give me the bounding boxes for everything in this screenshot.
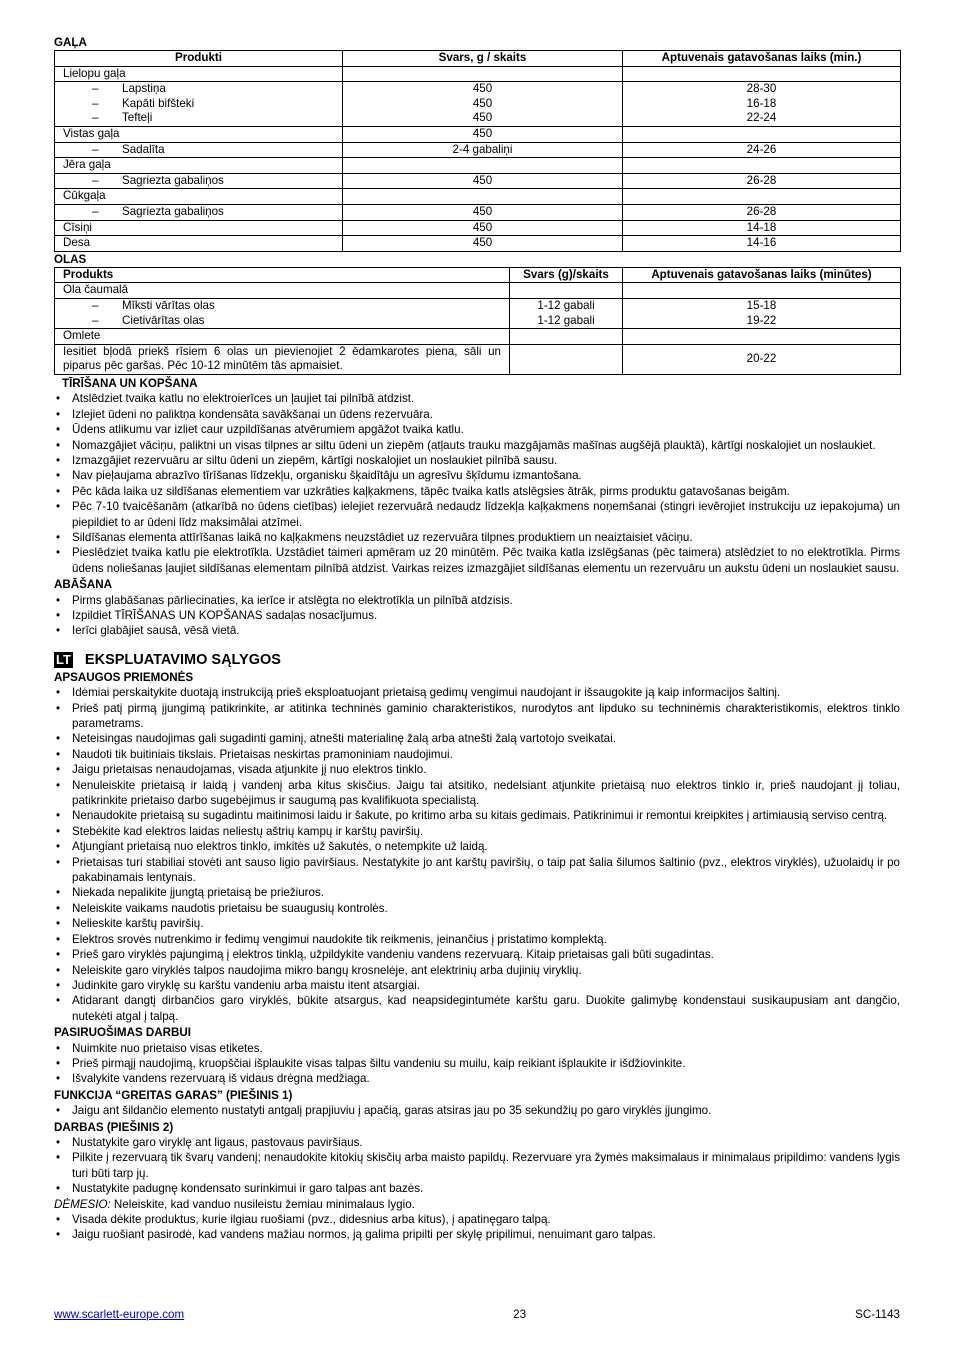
storage-heading: ABĀŠANA <box>54 578 112 592</box>
meat-heading: GAĻA <box>54 36 87 49</box>
page-content <box>54 36 900 1243</box>
weight-cell: 450 <box>343 173 623 189</box>
list-item: • Jaigu prietaisas nenaudojamas, visada atjunkite jį nuo elektros tinklo. <box>54 762 900 777</box>
list-item: • Prieš pirmąjį naudojimą, kruopščiai išplaukite visas talpas šiltu vandeniu su muilu, kaip reikiant išplaukite ir išdžiovinkite. <box>54 1056 900 1071</box>
work-list-b <box>54 1212 900 1243</box>
eggs-heading: OLAS <box>54 252 87 266</box>
work-heading: DARBAS (PIEŠINIS 2) <box>54 1120 174 1134</box>
list-item: • Naudoti tik buitiniais tikslais. Prietaisas neskirtas pramoniniam naudojimui. <box>54 747 900 762</box>
column-header: Aptuvenais gatavošanas laiks (min.) <box>623 51 901 67</box>
list-item: • Idėmiai perskaitykite duotają instrukciją prieš eksploatuojant prietaisą gedimų vengimui naudojant ir išsaugokite ją kaip informacijos šaltinį. <box>54 685 900 700</box>
safety-heading: APSAUGOS PRIEMONĖS <box>54 670 194 684</box>
list-item: • Prieš patį pirmą įjungimą patikrinkite, ar atitinka techninės gaminio charakteristikos, nurodytos ant lipduko su techninėmis charakteristikomis, elektros tinklo parametrams. <box>54 701 900 732</box>
safety-list <box>54 685 900 1024</box>
list-item: • Neteisingas naudojimas gali sugadinti gaminį, atnešti materialinę žalą arba atnešti žalą vartotojo sveikatai. <box>54 731 900 746</box>
product-cell: Cīsiņi <box>55 220 343 236</box>
table-row <box>55 142 901 158</box>
list-item: • Sildīšanas elementa attīrīšanas laikā no kaļķakmens neuzstādiet uz rezervuāra tilpnes produktiem un neaiztaisiet vāciņu. <box>54 530 900 545</box>
page-number: 23 <box>513 1308 527 1321</box>
cleaning-heading: TĪRĪŠANA UN KOPŠANA <box>62 376 198 390</box>
eggs-table-header <box>55 267 901 283</box>
product-cell: – Mīksti vārītas olas – Cietivārītas olas <box>55 298 510 328</box>
list-item: • Neleiskite vaikams naudotis prietaisu be suaugusių kontrolės. <box>54 901 900 916</box>
weight-cell: 450 <box>343 204 623 220</box>
weight-cell <box>343 158 623 174</box>
time-cell <box>623 189 901 205</box>
time-cell <box>623 158 901 174</box>
list-item: • Pieslēdziet tvaika katlu pie elektrotīkla. Uzstādiet taimeri apmēram uz 20 minūtēm. Pēc tvaika katla izslēgšanas (pēc taimera) atslēdziet to no elektrotīkla. Pirms ūdens noliešanas ļaujiet sildīšanas elementam pilnībā atdzist. Vairkas reizes izmazgājiet sildīšanas elementu un rezervuāru un aukstu ūdeni un noslaukiet sausu. <box>54 545 900 576</box>
time-cell <box>623 126 901 142</box>
list-item: • Nenaudokite prietaisą su sugadintu maitinimosi laidu ir šakute, po kritimo arba su kitais gedimais. Patikrinimui ir remontui kreipkites į artimiausią serviso centrą. <box>54 808 900 823</box>
table-row <box>55 329 901 345</box>
table-row <box>55 204 901 220</box>
column-header: Svars, g / skaits <box>343 51 623 67</box>
weight-cell: 1-12 gabali 1-12 gabali <box>510 298 623 328</box>
time-cell: 14-18 <box>623 220 901 236</box>
list-item: • Prieš garo viryklės pajungimą į elektros tinklą, užpildykite vandeniu vandens rezervuarą. Kitaip prietaisas gali būti sugadintas. <box>54 947 900 962</box>
table-row <box>55 283 901 299</box>
language-badge: LT <box>56 651 71 667</box>
product-cell: – Sagriezta gabaliņos <box>55 173 343 189</box>
table-row <box>55 158 901 174</box>
list-item: • Niekada nepalikite įjungtą prietaisą be priežiuros. <box>54 885 900 900</box>
list-item: • Išvalykite vandens rezervuarą iš vidaus drėgna medžiaga. <box>54 1071 900 1086</box>
list-item: • Nuimkite nuo prietaiso visas etiketes. <box>54 1041 900 1056</box>
list-item: • Prietaisas turi stabiliai stovėti ant sauso ligio paviršiaus. Nestatykite jo ant karštų paviršių, o taip pat šalia šilumos šaltinio (pvz., elektros viryklės), užuolaidų ir po pakabinamais lentynais. <box>54 855 900 886</box>
eggs-table <box>54 267 901 375</box>
quick-steam-heading: FUNKCIJA “GREITAS GARAS” (PIEŠINIS 1) <box>54 1088 293 1102</box>
time-cell: 20-22 <box>623 344 901 374</box>
list-item: • Stebėkite kad elektros laidas neliestų aštrių kampų ir karštų paviršių. <box>54 824 900 839</box>
list-item: • Pēc 7-10 tvaicēšanām (atkarībā no ūdens cietības) ielejiet rezervuārā nedaudz līdzekļa kaļķakmens noņemšanai (stingri ievērojiet instrukciju uz iepakojuma) un piepildiet to ar ūdeni līdz maksimālai atzīmei. <box>54 499 900 530</box>
section-title: EKSPLUATAVIMO SĄLYGOS <box>84 651 281 668</box>
table-row <box>55 66 901 82</box>
table-row <box>55 189 901 205</box>
weight-cell: 2-4 gabaliņi <box>343 142 623 158</box>
quick-steam-list <box>54 1103 900 1118</box>
time-cell: 15-18 19-22 <box>623 298 901 328</box>
time-cell <box>623 66 901 82</box>
column-header: Produkti <box>55 51 343 67</box>
list-item: • Jaigu ruošiant pasirodė, kad vandens mažiau normos, ją galima pripilti per skylę pripilimui, nenuimant garo talpas. <box>54 1227 900 1242</box>
meat-table-header <box>55 51 901 67</box>
weight-cell <box>343 66 623 82</box>
product-cell: Iesitiet bļodā priekš rīsiem 6 olas un pievienojiet 2 ēdamkarotes piena, sāli un piparus pēc garšas. Pēc 10-12 minūtēm tās apmaisiet. <box>55 344 510 374</box>
product-cell: – Sagriezta gabaliņos <box>55 204 343 220</box>
weight-cell: 450 <box>343 236 623 252</box>
product-cell: – Sadalīta <box>55 142 343 158</box>
list-item: • Neleiskite garo viryklės talpos naudojima mikro bangų krosnelėje, ant elektrinių arba dujinių viryklių. <box>54 963 900 978</box>
time-cell: 28-30 16-18 22-24 <box>623 82 901 127</box>
table-row <box>55 220 901 236</box>
prep-list <box>54 1041 900 1087</box>
cleaning-list <box>54 391 900 576</box>
list-item: • Nelieskite karštų paviršių. <box>54 916 900 931</box>
work-list-a <box>54 1135 900 1197</box>
list-item: • Atjungiant prietaisą nuo elektros tinklo, imkitės už šakutės, o netempkite už laidą. <box>54 839 900 854</box>
website-link[interactable]: www.scarlett-europe.com <box>54 1308 185 1321</box>
table-row <box>55 344 901 374</box>
table-row <box>55 236 901 252</box>
notice-text: Neleiskite, kad vanduo nusileistu žemiau minimalaus lygio. <box>110 1197 415 1211</box>
list-item: • Izmazgājiet rezervuāru ar siltu ūdeni un ziepēm, kārtīgi noskalojiet un noslaukiet pilnībā sausu. <box>54 453 900 468</box>
weight-cell: 450 <box>343 126 623 142</box>
time-cell: 14-16 <box>623 236 901 252</box>
list-item: • Nomazgājiet vāciņu, paliktni un visas tilpnes ar siltu ūdeni un ziepēm (atļauts trauku mazgājamās mašīnas augšējā plauktā), kārtīgi noskalojiet un noslaukiet. <box>54 438 900 453</box>
table-row <box>55 126 901 142</box>
product-cell: Ola čaumalā <box>55 283 510 299</box>
column-header: Svars (g)/skaits <box>510 267 623 283</box>
list-item: • Pēc kāda laika uz sildīšanas elementiem var uzkrāties kaļķakmens, tāpēc tvaika katls atslēgsies ātrāk, pirms produktu gatavošanas beigām. <box>54 484 900 499</box>
model-number: SC-1143 <box>855 1308 900 1321</box>
product-cell: Omlete <box>55 329 510 345</box>
column-header: Produkts <box>55 267 510 283</box>
list-item: • Nustatykite padugnę kondensato surinkimui ir garo talpas ant bazės. <box>54 1181 900 1196</box>
list-item: • Nav pieļaujama abrazīvo tīrīšanas līdzekļu, organisku šķaidītāju un agresīvu šķīdumu izmantošana. <box>54 468 900 483</box>
list-item: • Izpildiet TĪRĪŠANAS UN KOPŠANAS sadaļas nosacījumus. <box>54 608 900 623</box>
list-item: • Visada dėkite produktus, kurie ilgiau ruošiami (pvz., didesnius arba kitus), į apatinęgaro talpą. <box>54 1212 900 1227</box>
product-cell: Desa <box>55 236 343 252</box>
weight-cell: 450 450 450 <box>343 82 623 127</box>
weight-cell: 450 <box>343 220 623 236</box>
product-cell: Jēra gaļa <box>55 158 343 174</box>
product-cell: Lielopu gaļa <box>55 66 343 82</box>
notice-label: DĖMESIO: <box>54 1197 111 1211</box>
list-item: • Atidarant dangtį dirbančios garo viryklės, būkite atsargus, kad neapsidegintumėte karštu garu. Duokite galimybę kondenstaui susikaupusiam ant dangčio, nutekėti atgal į talpą. <box>54 993 900 1024</box>
list-item: • Atslēdziet tvaika katlu no elektroierīces un ļaujiet tai pilnībā atdzist. <box>54 391 900 406</box>
table-row <box>55 82 901 127</box>
table-row <box>55 298 901 328</box>
list-item: • Ierīci glabājiet sausā, vēsā vietā. <box>54 623 900 638</box>
list-item: • Pirms glabāšanas pārliecinaties, ka ierīce ir atslēgta no elektrotīkla un pilnībā atdzisis. <box>54 593 900 608</box>
prep-heading: PASIRUOŠIMAS DARBUI <box>54 1026 191 1040</box>
meat-table <box>54 50 901 252</box>
lt-section-title <box>54 651 900 669</box>
list-item: • Pilkite į rezervuarą tik švarų vandenį; nenaudokite kitokių skisčių arba maisto papildų. Rezervuare yra žymės maksimalaus ir minimalaus pripildimo: vandens lygis turi būti tarp jų. <box>54 1150 900 1181</box>
notice <box>54 1197 900 1212</box>
table-row <box>55 173 901 189</box>
product-cell: – Lapstiņa – Kapāti bifšteki – Tefteļi <box>55 82 343 127</box>
product-cell: Cūkgaļa <box>55 189 343 205</box>
list-item: • Nustatykite garo viryklę ant ligaus, pastovaus paviršiaus. <box>54 1135 900 1150</box>
list-item: • Jaigu ant šildančio elemento nustatyti antgalį prapjiuviu į apačią, garas atsiras jau po 35 sekundžių po garo viryklės įjungimo. <box>54 1103 900 1118</box>
storage-list <box>54 593 900 639</box>
time-cell: 26-28 <box>623 173 901 189</box>
list-item: • Izlejiet ūdeni no paliktņa kondensāta savākšanai un ūdens rezervuāra. <box>54 407 900 422</box>
time-cell: 24-26 <box>623 142 901 158</box>
footer <box>54 1307 900 1322</box>
list-item: • Judinkite garo viryklę su karštu vandeniu arba maistu itent atsargiai. <box>54 978 900 993</box>
list-item: • Nenuleiskite prietaisą ir laidą į vandenį arba kitus skisčius. Jaigu tai atsitiko, nedelsiant atjunkite prietaisą nuo elektros tinklo ir, prieš naudojant jį toliau, patikrinkite prietaiso darbo sugebėjimus ir saugumą pas kvalifikuota specialistą. <box>54 778 900 809</box>
time-cell: 26-28 <box>623 204 901 220</box>
list-item: • Elektros srovės nutrenkimo ir fedimų vengimui naudokite tik reikmenis, įeinančius į pristatimo komplektą. <box>54 932 900 947</box>
weight-cell <box>343 189 623 205</box>
list-item: • Ūdens atlikumu var izliet caur uzpildīšanas atvērumiem apgāžot tvaika katlu. <box>54 422 900 437</box>
product-cell: Vistas gaļa <box>55 126 343 142</box>
column-header: Aptuvenais gatavošanas laiks (minūtes) <box>623 267 901 283</box>
